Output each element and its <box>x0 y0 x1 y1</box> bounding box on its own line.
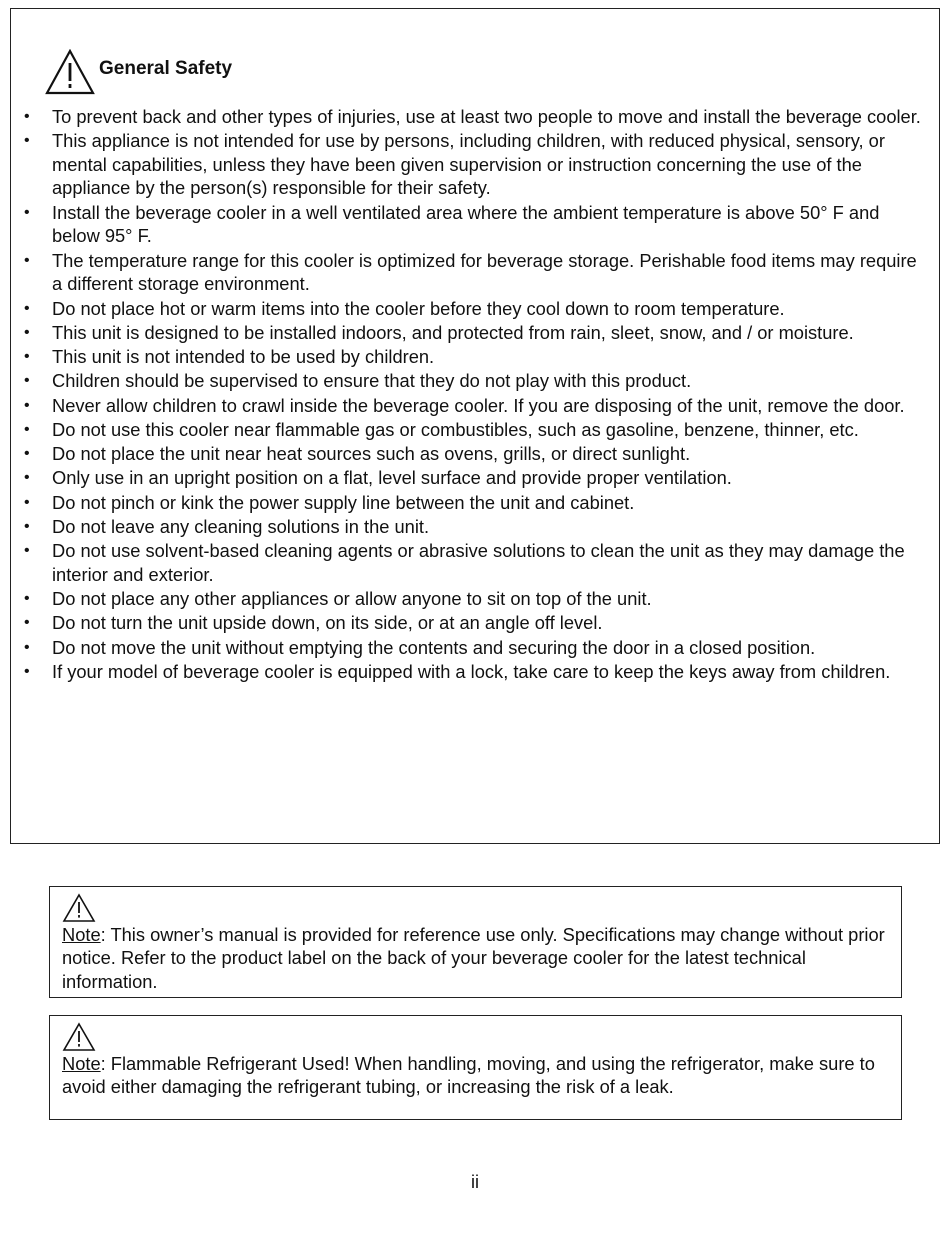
general-safety-section <box>10 8 940 844</box>
note-paragraph <box>62 1052 889 1099</box>
list-item <box>11 466 929 490</box>
warning-triangle-icon <box>62 893 96 923</box>
rule-text: Only use in an upright position on a flat, level surface and provide proper ventilation. <box>52 467 732 489</box>
rule-text: Do not turn the unit upside down, on its side, or at an angle off level. <box>52 612 603 634</box>
rule-text: The temperature range for this cooler is optimized for beverage storage. Perishable food items may require a different storage environment. <box>52 249 917 295</box>
rule-text: Do not pinch or kink the power supply line between the unit and cabinet. <box>52 491 635 513</box>
bullet-icon: • <box>24 372 30 390</box>
note-paragraph <box>62 923 889 993</box>
rule-text: Do not leave any cleaning solutions in the unit. <box>52 516 430 538</box>
rule-text: Install the beverage cooler in a well ventilated area where the ambient temperature is above 50° F and below 95° F. <box>52 201 880 247</box>
bullet-icon: • <box>24 469 30 487</box>
list-item <box>11 660 929 684</box>
bullet-icon: • <box>24 348 30 366</box>
bullet-icon: • <box>24 251 30 269</box>
list-item <box>11 442 929 466</box>
bullet-icon: • <box>24 493 30 511</box>
list-item <box>11 321 929 345</box>
rule-text: To prevent back and other types of injuries, use at least two people to move and install the beverage cooler. <box>52 106 921 127</box>
page-number: ii <box>471 1172 479 1192</box>
note-text: : Flammable Refrigerant Used! When handling, moving, and using the refrigerator, make sure to avoid either damaging the refrigerant tubing, or increasing the risk of a leak. <box>62 1053 875 1098</box>
rule-text: This unit is not intended to be used by children. <box>52 346 435 368</box>
list-item <box>11 249 929 296</box>
general-safety-header <box>45 49 232 95</box>
list-item <box>11 129 929 200</box>
note-box-reference <box>49 886 902 998</box>
list-item <box>11 515 929 539</box>
list-item <box>11 201 929 248</box>
list-item <box>11 587 929 611</box>
rule-text: Never allow children to crawl inside the beverage cooler. If you are disposing of the unit, remove the door. <box>52 394 905 416</box>
rule-text: This unit is designed to be installed indoors, and protected from rain, sleet, snow, and / or moisture. <box>52 321 854 343</box>
bullet-icon: • <box>24 420 30 438</box>
list-item <box>11 345 929 369</box>
safety-rules-list <box>11 105 929 684</box>
note-box-refrigerant <box>49 1015 902 1120</box>
list-item <box>11 418 929 442</box>
rule-text: Do not use solvent-based cleaning agents or abrasive solutions to clean the unit as they may damage the interior and exterior. <box>52 540 905 585</box>
rule-text: Do not move the unit without emptying the contents and securing the door in a closed position. <box>52 636 816 658</box>
bullet-icon: • <box>24 132 30 150</box>
rule-text: Do not use this cooler near flammable gas or combustibles, such as gasoline, benzene, thinner, etc. <box>52 418 859 440</box>
note-label: Note <box>62 924 101 945</box>
list-item <box>11 611 929 635</box>
rule-text: Children should be supervised to ensure that they do not play with this product. <box>52 370 692 392</box>
bullet-icon: • <box>24 299 30 317</box>
bullet-icon: • <box>24 542 30 560</box>
bullet-icon: • <box>24 638 30 656</box>
bullet-icon: • <box>24 323 30 341</box>
bullet-icon: • <box>24 590 30 608</box>
bullet-icon: • <box>24 108 30 125</box>
bullet-icon: • <box>24 663 30 681</box>
list-item <box>11 369 929 393</box>
list-item <box>11 491 929 515</box>
rule-text: Do not place hot or warm items into the cooler before they cool down to room temperature. <box>52 297 785 319</box>
list-item <box>11 394 929 418</box>
note-label: Note <box>62 1053 101 1074</box>
list-item <box>11 636 929 660</box>
bullet-icon: • <box>24 518 30 536</box>
rule-text: Do not place any other appliances or allow anyone to sit on top of the unit. <box>52 588 652 610</box>
bullet-icon: • <box>24 445 30 463</box>
bullet-icon: • <box>24 203 30 221</box>
note-text: : This owner’s manual is provided for reference use only. Specifications may change without prior notice. Refer to the product label on the back of your beverage cooler for the latest technical information. <box>62 924 885 992</box>
list-item <box>11 539 929 586</box>
rule-text: If your model of beverage cooler is equipped with a lock, take care to keep the keys away from children. <box>52 661 891 683</box>
general-safety-title: General Safety <box>99 58 233 79</box>
rule-text: Do not place the unit near heat sources such as ovens, grills, or direct sunlight. <box>52 443 691 465</box>
bullet-icon: • <box>24 396 30 414</box>
list-item <box>11 105 929 129</box>
bullet-icon: • <box>24 614 30 632</box>
warning-triangle-icon <box>45 49 95 95</box>
warning-triangle-icon <box>62 1022 96 1052</box>
rule-text: This appliance is not intended for use by persons, including children, with reduced physical, sensory, or mental capabilities, unless they have been given supervision or instruction concerning the use of the appliance by the person(s) responsible for their safety. <box>52 130 885 199</box>
list-item <box>11 297 929 321</box>
